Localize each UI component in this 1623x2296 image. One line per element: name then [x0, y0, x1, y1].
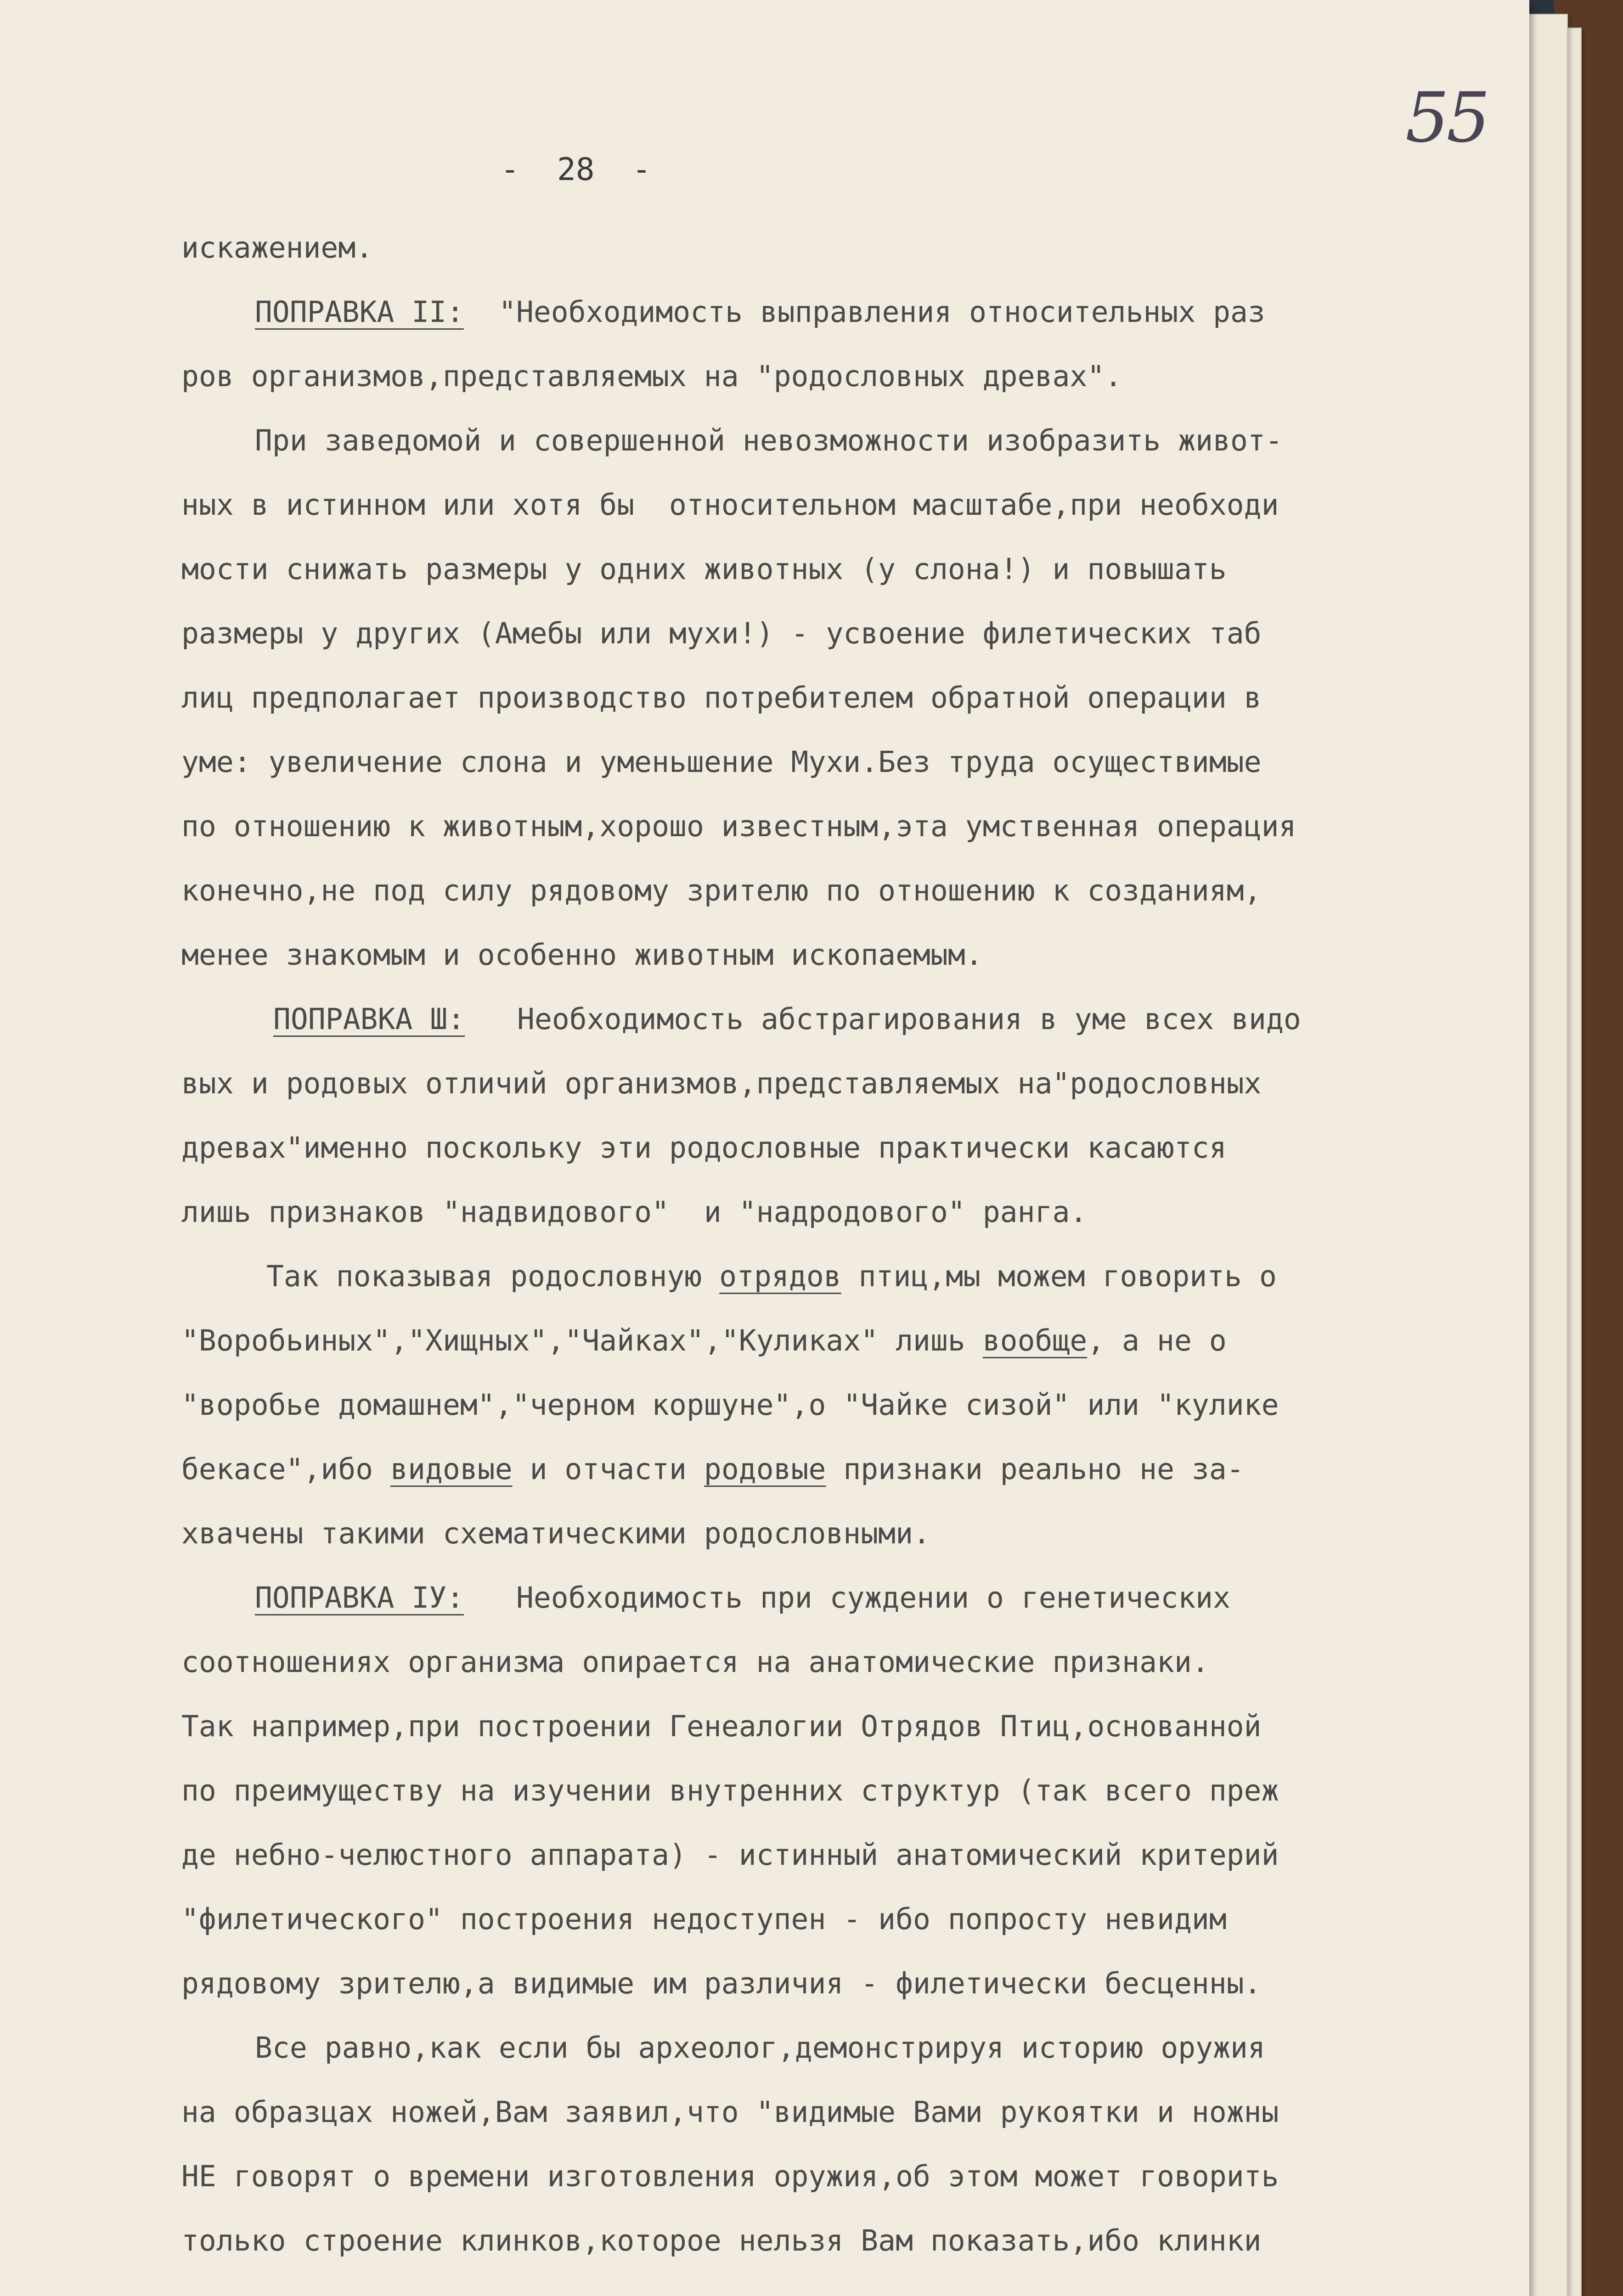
text-line: на образцах ножей,Вам заявил,что "видимые Вами рукоятки и ножны	[181, 2095, 1279, 2129]
text-line: ПОПРАВКА IУ: Необходимость при суждении о генетических	[255, 1581, 1231, 1615]
text-line: Так например,при построении Генеалогии Отрядов Птиц,основанной	[181, 1710, 1262, 1743]
text-line: вых и родовых отличий организмов,представляемых на"родословных	[181, 1067, 1262, 1100]
text-line: лишь признаков "надвидового" и "надродового" ранга.	[181, 1195, 1088, 1229]
amendment-heading: ПОПРАВКА IУ:	[255, 1581, 464, 1615]
text-line: лиц предполагает производство потребителем обратной операции в	[181, 681, 1262, 715]
text-line: ПОПРАВКА Ш: Необходимость абстрагирования в уме всех видо	[273, 1002, 1301, 1036]
text-line: древах"именно поскольку эти родословные практически касаются	[181, 1131, 1227, 1165]
page-number: - 28 -	[501, 152, 651, 188]
text-line: "филетического" построения недоступен - ибо попросту невидим	[181, 1902, 1227, 1936]
text-line: рядовому зрителю,а видимые им различия - филетически бесценны.	[181, 1967, 1262, 2000]
text-line: "Воробьиных","Хищных","Чайках","Куликах" лишь вообще, а не о	[181, 1324, 1227, 1357]
text-line: только строение клинков,которое нельзя Вам показать,ибо клинки	[181, 2224, 1262, 2257]
folio-number: 55	[1405, 78, 1488, 158]
text-line: бекасе",ибо видовые и отчасти родовые признаки реально не за-	[181, 1452, 1244, 1486]
text-line: конечно,не под силу рядовому зрителю по отношению к созданиям,	[181, 874, 1262, 907]
body-text	[181, 216, 1513, 2273]
text-line: менее знакомым и особенно животным ископаемым.	[181, 938, 983, 972]
text-line: искажением.	[181, 231, 373, 264]
text-line: ров организмов,представляемых на "родословных древах".	[181, 360, 1122, 393]
text-line: мости снижать размеры у одних животных (у слона!) и повышать	[181, 552, 1227, 586]
text-line: уме: увеличение слона и уменьшение Мухи.Без труда осуществимые	[181, 745, 1262, 779]
text-line: ПОПРАВКА II: "Необходимость выправления относительных раз	[255, 295, 1265, 329]
amendment-heading: ПОПРАВКА Ш:	[273, 1002, 465, 1036]
text-line: соотношениях организма опирается на анатомические признаки.	[181, 1645, 1209, 1679]
text-line: ных в истинном или хотя бы относительном масштабе,при необходи	[181, 488, 1279, 522]
text-line: Все равно,как если бы археолог,демонстрируя историю оружия	[255, 2031, 1265, 2065]
text-line: НЕ говорят о времени изготовления оружия,об этом может говорить	[181, 2160, 1279, 2193]
text-line: по отношению к животным,хорошо известным,эта умственная операция	[181, 810, 1296, 843]
amendment-heading: ПОПРАВКА II:	[255, 295, 464, 329]
text-line: размеры у других (Амебы или мухи!) - усвоение филетических таб	[181, 617, 1262, 650]
text-line: хвачены такими схематическими родословными.	[181, 1517, 930, 1550]
text-line: по преимуществу на изучении внутренних структур (так всего преж	[181, 1774, 1279, 1807]
text-line: При заведомой и совершенной невозможности изобразить живот-	[255, 424, 1283, 457]
text-line: "воробье домашнем","черном коршуне",о "Чайке сизой" или "кулике	[181, 1388, 1279, 1422]
text-line: де небно-челюстного аппарата) - истинный анатомический критерий	[181, 1838, 1279, 1872]
text-line: Так показывая родословную отрядов птиц,мы можем говорить о	[266, 1260, 1277, 1293]
